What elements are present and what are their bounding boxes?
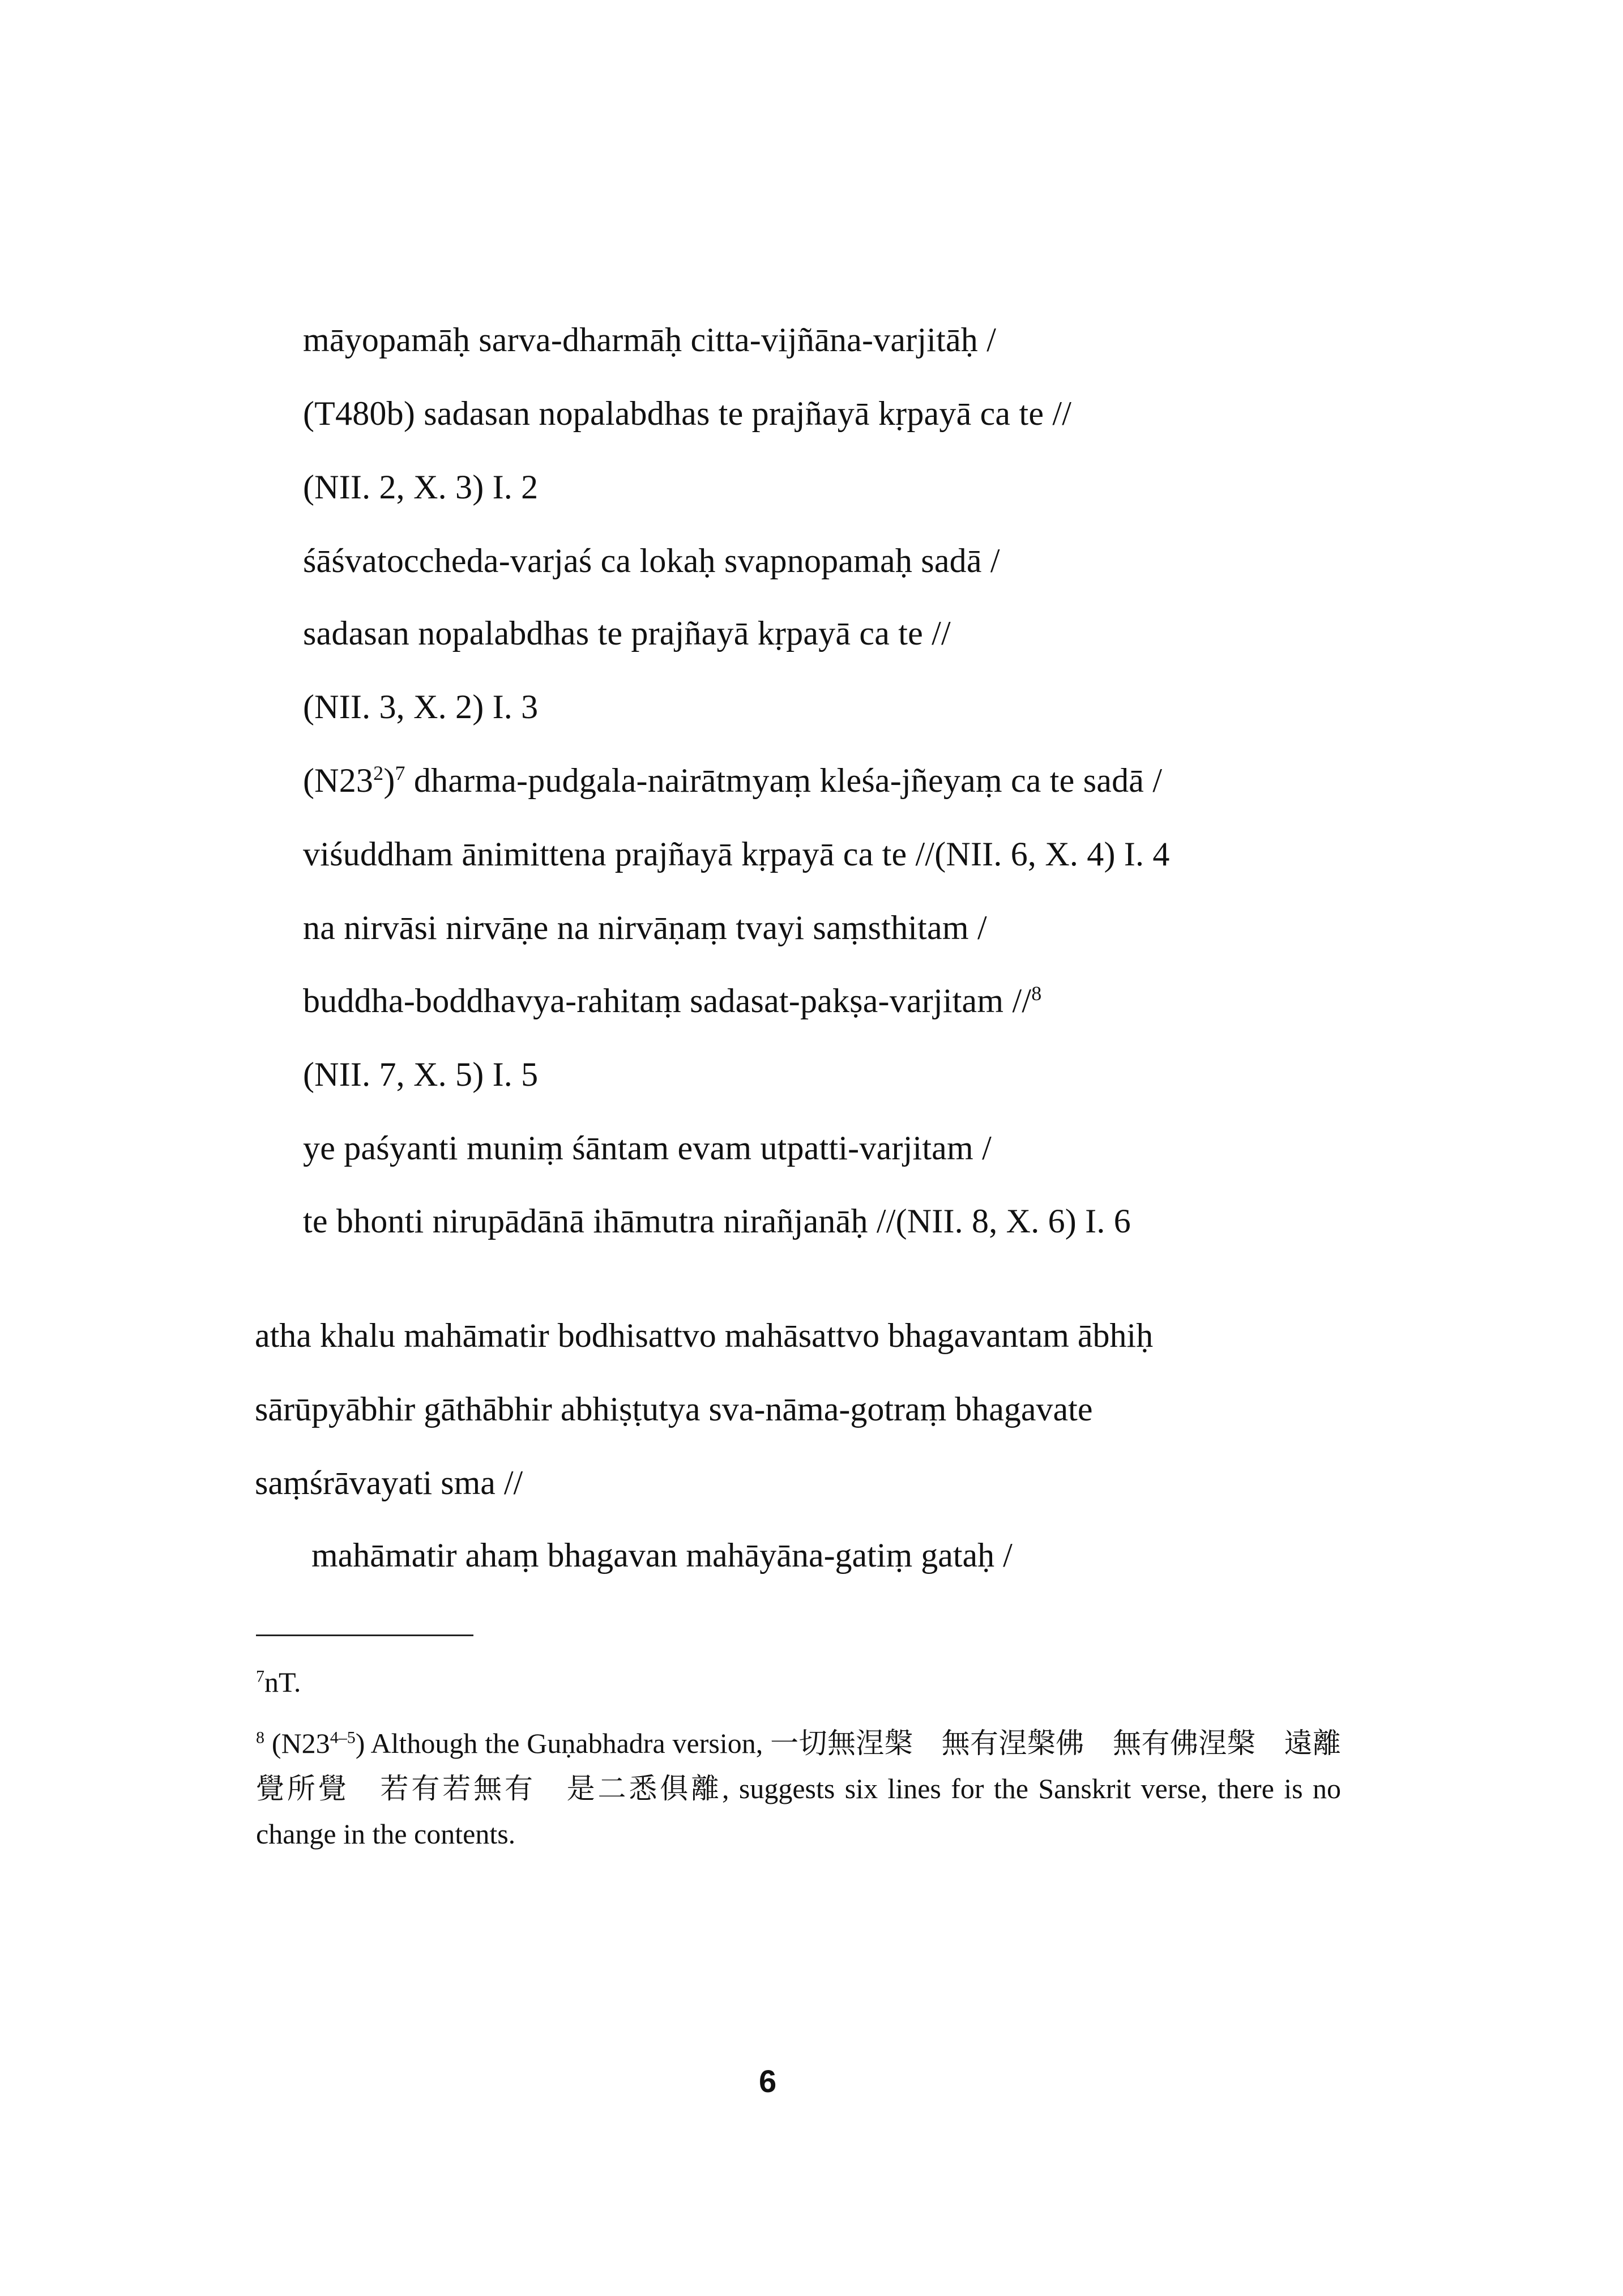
verse-line-3: śāśvatoccheda-varjaś ca lokaḥ svapnopamaḥ sadā / <box>303 542 1000 579</box>
footnote-ref-7: 7 <box>395 762 405 784</box>
footnote-ref-sup: 4–5 <box>330 1728 356 1747</box>
superscript-mark: 2 <box>373 762 384 784</box>
footnote-divider <box>256 1634 473 1636</box>
verse-line-9: ye paśyanti muniṃ śāntam evam utpatti-varjitam / <box>303 1129 992 1167</box>
verse-line-7: na nirvāsi nirvāṇe na nirvāṇaṃ tvayi saṃsthitam / <box>303 909 987 946</box>
indented-verse-line: mahāmatir ahaṃ bhagavan mahāyāna-gatiṃ gataḥ / <box>311 1537 1013 1574</box>
verse-text: dharma-pudgala-nairātmyaṃ kleśa-jñeyaṃ ca te sadā / <box>413 762 1163 799</box>
footnote-7 <box>256 1659 1341 1705</box>
verse-reference-1: (NII. 2, X. 3) I. 2 <box>303 468 539 506</box>
page-number: 6 <box>759 2063 777 2099</box>
verse-reference-2: (NII. 3, X. 2) I. 3 <box>303 688 539 725</box>
verse-line-4: sadasan nopalabdhas te prajñayā kṛpayā ca te // <box>303 614 951 652</box>
footnote-ref-prefix: (N23 <box>271 1727 330 1759</box>
prose-line-1: atha khalu mahāmatir bodhisattvo mahāsattvo bhagavantam ābhiḥ <box>255 1317 1154 1354</box>
footnote-mark: 8 <box>256 1728 264 1747</box>
prose-line-2: sārūpyābhir gāthābhir abhiṣṭutya sva-nāma-gotraṃ bhagavate <box>255 1390 1093 1428</box>
verse-line-8 <box>303 978 1041 1023</box>
footnote-text: ) Although the Guṇabhadra version, 一切無涅槃 無有涅槃佛 無有佛涅槃 遠離覺所覺 若有若無有 是二悉俱離, suggests six lines for the Sanskrit verse, there is no change in the contents. <box>256 1727 1341 1850</box>
footnote-8 <box>256 1721 1341 1857</box>
verse-text: buddha-boddhavya-rahitaṃ sadasat-pakṣa-varjitam // <box>303 982 1032 1019</box>
footnote-mark: 7 <box>256 1667 264 1686</box>
verse-line-6: viśuddham ānimittena prajñayā kṛpayā ca te //(NII. 6, X. 4) I. 4 <box>303 835 1170 873</box>
footnote-ref-8: 8 <box>1031 982 1042 1005</box>
verse-line-2: (T480b) sadasan nopalabdhas te prajñayā kṛpayā ca te // <box>303 395 1072 432</box>
verse-line-10: te bhonti nirupādānā ihāmutra nirañjanāḥ //(NII. 8, X. 6) I. 6 <box>303 1202 1131 1240</box>
verse-line-1: māyopamāḥ sarva-dharmāḥ citta-vijñāna-varjitāḥ / <box>303 321 997 359</box>
prose-line-3: saṃśrāvayati sma // <box>255 1464 523 1501</box>
verse-ref-close: ) <box>383 762 395 799</box>
footnote-text: nT. <box>264 1666 301 1698</box>
verse-ref-prefix: (N23 <box>303 762 374 799</box>
verse-line-5 <box>303 758 1162 803</box>
verse-reference-3: (NII. 7, X. 5) I. 5 <box>303 1056 539 1093</box>
